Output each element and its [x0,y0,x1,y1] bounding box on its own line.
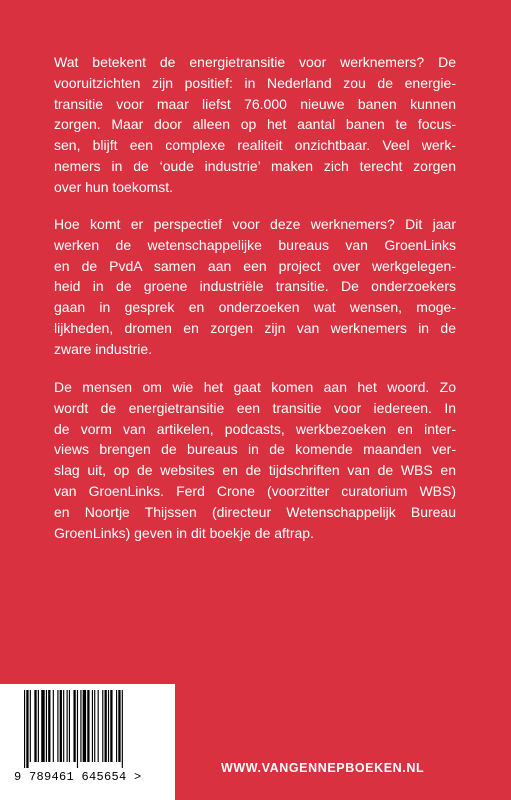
blurb-paragraph-2 [54,214,456,360]
barcode-bar [63,690,64,762]
barcode-bar [48,690,50,762]
barcode-bar [46,690,47,762]
text-line: De mensen om wie het gaat komen aan het woord. Zo [54,379,456,395]
barcode-bar [108,690,109,762]
barcode-bar [105,690,107,762]
barcode-bar [87,690,89,762]
text-line: transitie voor maar liefst 76.000 nieuwe banen kunnen [54,95,456,112]
text-line: sen, blijft een complexe realiteit onzichtbaar. Veel werk- [54,137,456,154]
barcode-bar [98,690,99,762]
barcode-bar [83,690,86,762]
barcode-bar [30,690,31,762]
barcode-bar [122,690,123,768]
text-line: werken de wetenschappelijke bureaus van GroenLinks [54,236,456,253]
text-line: over hun toekomst. [54,178,174,195]
text-line: GroenLinks) geven in dit boekje de aftrap. [54,524,314,541]
text-line: lijkheden, dromen en zorgen zijn van werknemers in de [54,319,456,336]
barcode-bar [53,690,54,762]
publisher-website: WWW.VANGENNEPBOEKEN.NL [221,761,425,775]
text-line: van GroenLinks. Ferd Crone (voorzitter curatorium WBS) [54,482,456,499]
text-line: zorgen. Maar door alleen op het aantal banen te focus- [54,116,456,133]
text-line: en de PvdA samen aan een project over werkgelegen- [54,257,456,274]
barcode-bar [73,690,75,762]
barcode-bar [118,690,120,762]
barcode-bar [94,690,95,762]
blurb-paragraph-3 [54,377,456,543]
text-line: Hoe komt er perspectief voor deze werknemers? Dit jaar [54,216,456,232]
text-line: Wat betekent de energietransitie voor werknemers? De [54,54,456,70]
barcode-bar [92,690,93,762]
text-line: de vorm van artikelen, podcasts, werkbezoeken en inter- [54,420,456,437]
barcode-bar [67,690,68,762]
barcode-bar [116,690,117,762]
text-line: wordt de energietransitie een transitie voor iedereen. In [54,399,456,416]
barcode-bar [110,690,112,762]
text-line: en Noortje Thijssen (directeur Wetenschappelijk Bureau [54,503,456,520]
barcode-bar [80,690,81,762]
barcode-panel [0,684,175,800]
barcode-icon [24,690,164,768]
text-line: nemers in de ‘oude industrie’ maken zich terecht zorgen [54,157,456,174]
barcode-bar [34,690,36,762]
text-line: gaan in gesprek en onderzoeken wat wensen, moge- [54,299,456,316]
text-line: views brengen de bureaus in de komende maanden ver- [54,441,456,458]
blurb-paragraph-1 [54,52,456,198]
barcode-bar [57,690,58,762]
barcode-bar [69,690,70,762]
barcode-bar [24,690,25,768]
text-line: zware industrie. [54,340,153,357]
barcode-bar [77,690,78,768]
barcode-bar [102,690,103,762]
barcode-bar [38,690,39,762]
text-line: heid in de groene industriële transitie. De onderzoekers [54,278,456,295]
barcode-bar [26,690,28,768]
text-line: vooruitzichten zijn positief: in Nederland zou de energie- [54,74,456,91]
text-line: slag uit, op de websites en de tijdschriften van de WBS en [54,462,456,479]
barcode-bar [41,690,44,762]
barcode-bar [60,690,62,762]
isbn-number: 9 789461 645654 > [14,770,142,784]
